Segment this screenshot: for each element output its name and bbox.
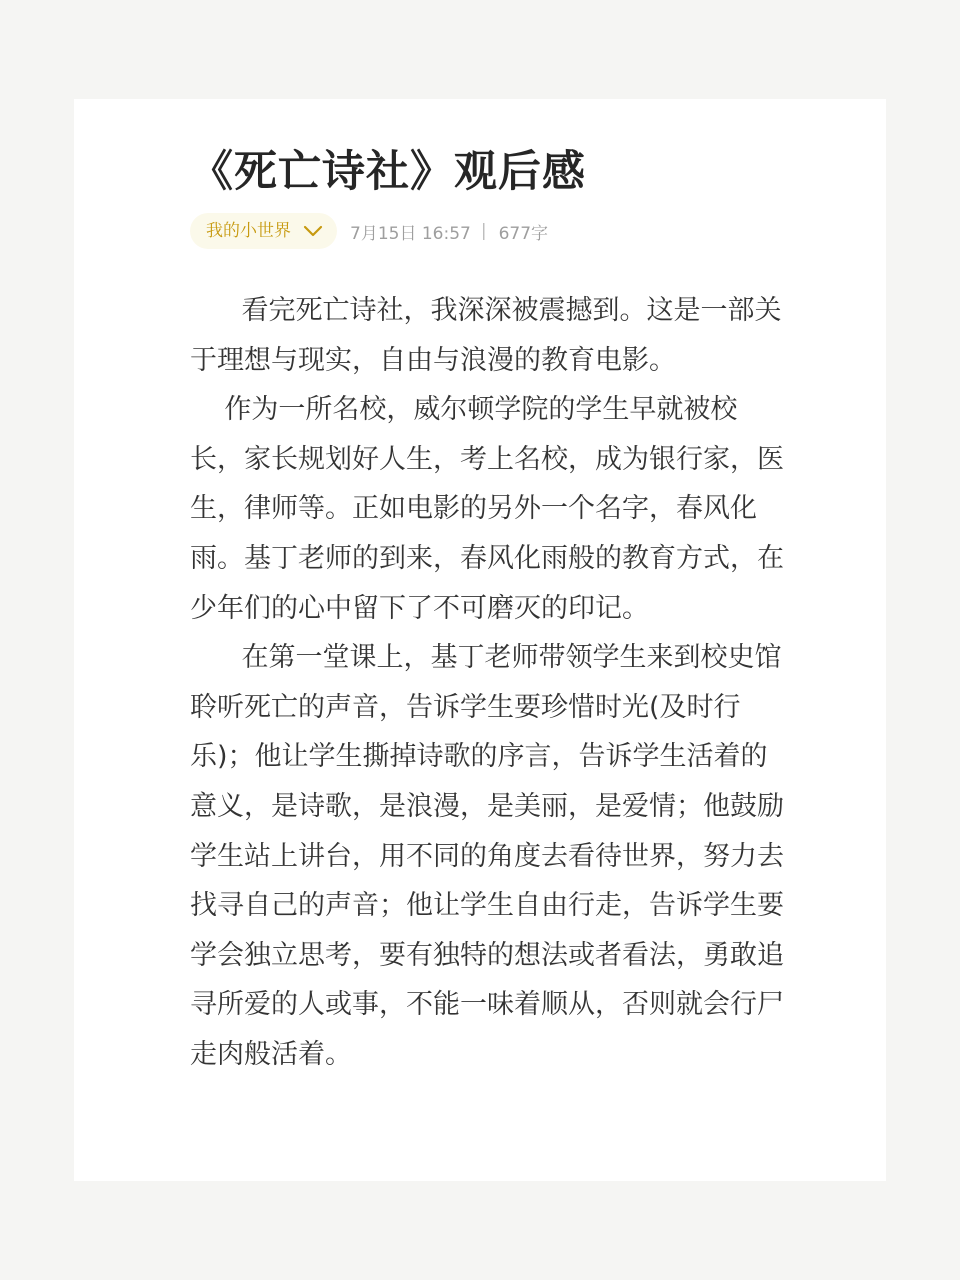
note-meta (190, 213, 548, 249)
meta-divider: | (480, 221, 487, 241)
note-card (74, 99, 886, 1181)
body-paragraph: 看完死亡诗社，我深深被震撼到。这是一部关于理想与现实，自由与浪漫的教育电影。 (190, 295, 782, 376)
chevron-down-icon (303, 225, 323, 237)
note-timestamp: 7月15日 16:57 (350, 223, 471, 244)
body-paragraph: 在第一堂课上，基丁老师带领学生来到校史馆聆听死亡的声音，告诉学生要珍惜时光(及时行乐)；他让学生撕掉诗歌的序言，告诉学生活着的意义，是诗歌，是浪漫，是美丽，是爱情；他鼓励学生站上讲台，用不同的角度去看待世界，努力去找寻自己的声音；他让学生自由行走，告诉学生要学会独立思考，要有独特的想法或者看法，勇敢追寻所爱的人或事，不能一味着顺从，否则就会行尸走肉般活着。 (190, 642, 784, 1070)
note-title: 《死亡诗社》观后感 (190, 147, 586, 197)
folder-name: 我的小世界 (206, 221, 291, 241)
body-paragraph: 作为一所名校，威尔顿学院的学生早就被校长，家长规划好人生，考上名校，成为银行家，医生，律师等。正如电影的另外一个名字，春风化雨。基丁老师的到来，春风化雨般的教育方式，在少年们的心中留下了不可磨灭的印记。 (190, 394, 784, 624)
folder-selector[interactable] (190, 213, 337, 249)
word-count: 677字 (498, 223, 549, 244)
note-body[interactable] (190, 286, 790, 1080)
